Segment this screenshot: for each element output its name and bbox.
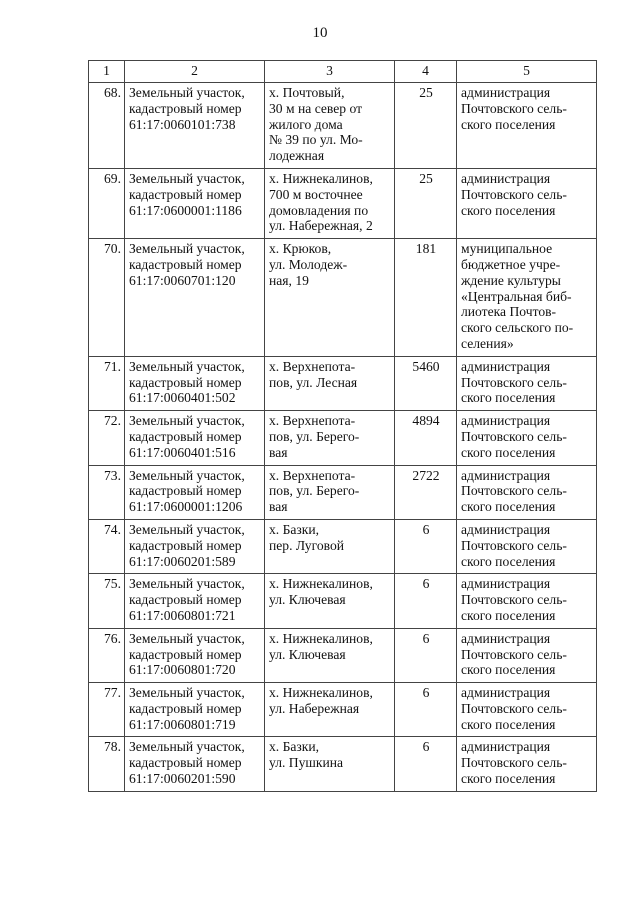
object-line: кадастровый номер (129, 700, 242, 716)
header-cell-address: 3 (265, 61, 395, 83)
holder-cell (457, 683, 597, 737)
address-line: х. Нижнекалинов, (269, 630, 373, 646)
address-line: лодежная (269, 148, 325, 164)
area-cell: 6 (395, 519, 457, 573)
object-line: кадастровый номер (129, 483, 242, 499)
object-line: Земельный участок, (129, 467, 245, 483)
header-cell-num: 1 (89, 61, 125, 83)
address-line: ул. Набережная (269, 700, 360, 716)
address-line: ул. Ключевая (269, 646, 346, 662)
object-line: 61:17:0060701:120 (129, 272, 236, 288)
holder-line: «Центральная биб- (461, 288, 572, 304)
address-line: х. Нижнекалинов, (269, 685, 373, 701)
address-cell (265, 519, 395, 573)
holder-line: Почтовского сель- (461, 100, 567, 116)
holder-line: администрация (461, 521, 551, 537)
object-line: 61:17:0060201:589 (129, 553, 236, 569)
table-row (89, 356, 597, 410)
holder-line: администрация (461, 739, 551, 755)
holder-line: администрация (461, 85, 551, 100)
row-number-cell: 71. (89, 356, 125, 410)
object-line: кадастровый номер (129, 256, 242, 272)
header-row (89, 61, 597, 83)
row-number-cell: 77. (89, 683, 125, 737)
holder-line: ского поселения (461, 553, 556, 569)
object-line: 61:17:0600001:1206 (129, 499, 243, 515)
object-line: Земельный участок, (129, 576, 245, 592)
row-number-cell: 76. (89, 628, 125, 682)
address-line: ная, 19 (269, 272, 309, 288)
address-cell (265, 356, 395, 410)
holder-line: ского поселения (461, 771, 556, 787)
object-line: Земельный участок, (129, 685, 245, 701)
area-cell: 181 (395, 239, 457, 357)
object-line: Земельный участок, (129, 358, 245, 374)
holder-line: ского поселения (461, 662, 556, 678)
property-table (88, 60, 597, 792)
address-line: х. Почтовый, (269, 85, 345, 100)
address-line: х. Базки, (269, 521, 320, 537)
address-cell (265, 83, 395, 169)
object-cell (125, 465, 265, 519)
holder-line: Почтовского сель- (461, 483, 567, 499)
holder-line: Почтовского сель- (461, 374, 567, 390)
address-line: ул. Молодеж- (269, 256, 348, 272)
holder-line: Почтовского сель- (461, 537, 567, 553)
object-cell (125, 574, 265, 628)
object-line: 61:17:0060801:720 (129, 662, 236, 678)
address-line: жилого дома (269, 116, 343, 132)
object-line: 61:17:0600001:1186 (129, 202, 242, 218)
page-number: 10 (312, 25, 328, 41)
area-cell: 6 (395, 737, 457, 791)
object-line: кадастровый номер (129, 374, 242, 390)
address-cell (265, 574, 395, 628)
object-line: кадастровый номер (129, 100, 242, 116)
table-row (89, 411, 597, 465)
address-cell (265, 411, 395, 465)
address-line: х. Верхнепота- (269, 358, 356, 374)
object-line: Земельный участок, (129, 241, 245, 257)
object-line: 61:17:0060801:721 (129, 607, 236, 623)
holder-line: Почтовского сель- (461, 428, 567, 444)
object-line: 61:17:0060401:502 (129, 390, 236, 406)
row-number-cell: 73. (89, 465, 125, 519)
holder-line: бюджетное учре- (461, 256, 561, 272)
object-line: Земельный участок, (129, 521, 245, 537)
object-cell (125, 168, 265, 238)
object-cell (125, 356, 265, 410)
address-cell (265, 239, 395, 357)
address-line: домовладения по (269, 202, 369, 218)
object-line: кадастровый номер (129, 428, 242, 444)
address-cell (265, 683, 395, 737)
object-line: кадастровый номер (129, 755, 242, 771)
address-line: пов, ул. Берего- (269, 428, 360, 444)
holder-line: ского сельского по- (461, 320, 574, 336)
object-cell (125, 683, 265, 737)
table-row (89, 465, 597, 519)
holder-line: селения» (461, 335, 514, 351)
header-cell-holder: 5 (457, 61, 597, 83)
area-cell: 25 (395, 83, 457, 169)
holder-line: ского поселения (461, 444, 556, 460)
holder-cell (457, 737, 597, 791)
holder-cell (457, 239, 597, 357)
header-cell-area: 4 (395, 61, 457, 83)
address-line: ул. Ключевая (269, 592, 346, 608)
area-cell: 25 (395, 168, 457, 238)
holder-line: ждение культуры (461, 272, 561, 288)
holder-line: администрация (461, 413, 551, 429)
row-number-cell: 69. (89, 168, 125, 238)
row-number-cell: 78. (89, 737, 125, 791)
holder-line: администрация (461, 630, 551, 646)
object-line: Земельный участок, (129, 739, 245, 755)
address-line: х. Нижнекалинов, (269, 170, 373, 186)
holder-cell (457, 465, 597, 519)
holder-line: Почтовского сель- (461, 592, 567, 608)
row-number-cell: 72. (89, 411, 125, 465)
area-cell: 6 (395, 574, 457, 628)
row-number-cell: 70. (89, 239, 125, 357)
address-line: х. Базки, (269, 739, 320, 755)
address-line: х. Крюков, (269, 241, 332, 257)
holder-line: Почтовского сель- (461, 646, 567, 662)
table-row (89, 683, 597, 737)
table-body (89, 61, 597, 792)
object-cell (125, 411, 265, 465)
object-line: 61:17:0060401:516 (129, 444, 236, 460)
holder-line: муниципальное (461, 241, 553, 257)
table-row (89, 737, 597, 791)
table-row (89, 519, 597, 573)
table-row (89, 239, 597, 357)
holder-line: ского поселения (461, 390, 556, 406)
holder-line: лиотека Почтов- (461, 304, 557, 320)
address-line: 30 м на север от (269, 100, 363, 116)
object-line: кадастровый номер (129, 646, 242, 662)
address-cell (265, 737, 395, 791)
object-cell (125, 628, 265, 682)
address-line: 700 м восточнее (269, 186, 363, 202)
row-number-cell: 74. (89, 519, 125, 573)
address-line: х. Верхнепота- (269, 413, 356, 429)
holder-line: администрация (461, 576, 551, 592)
object-line: Земельный участок, (129, 170, 245, 186)
holder-line: Почтовского сель- (461, 700, 567, 716)
object-line: Земельный участок, (129, 630, 245, 646)
holder-line: ского поселения (461, 716, 556, 732)
object-line: 61:17:0060801:719 (129, 716, 236, 732)
table-row (89, 628, 597, 682)
holder-line: ского поселения (461, 202, 556, 218)
holder-line: Почтовского сель- (461, 186, 567, 202)
row-number-cell: 75. (89, 574, 125, 628)
address-line: вая (269, 499, 288, 515)
holder-line: ского поселения (461, 607, 556, 623)
holder-cell (457, 628, 597, 682)
area-cell: 6 (395, 683, 457, 737)
holder-cell (457, 356, 597, 410)
object-cell (125, 519, 265, 573)
object-line: 61:17:0060101:738 (129, 116, 236, 132)
object-line: кадастровый номер (129, 592, 242, 608)
area-cell: 2722 (395, 465, 457, 519)
object-line: кадастровый номер (129, 537, 242, 553)
holder-line: администрация (461, 467, 551, 483)
area-cell: 5460 (395, 356, 457, 410)
address-line: пер. Луговой (269, 537, 345, 553)
area-cell: 4894 (395, 411, 457, 465)
object-line: Земельный участок, (129, 85, 245, 100)
holder-line: ского поселения (461, 116, 556, 132)
object-line: Земельный участок, (129, 413, 245, 429)
address-line: пов, ул. Берего- (269, 483, 360, 499)
holder-cell (457, 574, 597, 628)
holder-cell (457, 83, 597, 169)
holder-line: администрация (461, 170, 551, 186)
address-line: х. Нижнекалинов, (269, 576, 373, 592)
holder-line: Почтовского сель- (461, 755, 567, 771)
table-row (89, 83, 597, 169)
address-cell (265, 168, 395, 238)
address-line: х. Верхнепота- (269, 467, 356, 483)
object-cell (125, 239, 265, 357)
address-line: вая (269, 444, 288, 460)
address-line: ул. Набережная, 2 (269, 218, 373, 234)
address-cell (265, 628, 395, 682)
address-cell (265, 465, 395, 519)
row-number-cell: 68. (89, 83, 125, 169)
table-row (89, 168, 597, 238)
header-cell-object: 2 (125, 61, 265, 83)
holder-line: администрация (461, 358, 551, 374)
holder-cell (457, 411, 597, 465)
address-line: № 39 по ул. Мо- (269, 132, 363, 148)
address-line: ул. Пушкина (269, 755, 344, 771)
object-line: кадастровый номер (129, 186, 242, 202)
object-line: 61:17:0060201:590 (129, 771, 236, 787)
object-cell (125, 83, 265, 169)
object-cell (125, 737, 265, 791)
holder-cell (457, 168, 597, 238)
holder-line: ского поселения (461, 499, 556, 515)
holder-line: администрация (461, 685, 551, 701)
holder-cell (457, 519, 597, 573)
area-cell: 6 (395, 628, 457, 682)
address-line: пов, ул. Лесная (269, 374, 358, 390)
table-row (89, 574, 597, 628)
